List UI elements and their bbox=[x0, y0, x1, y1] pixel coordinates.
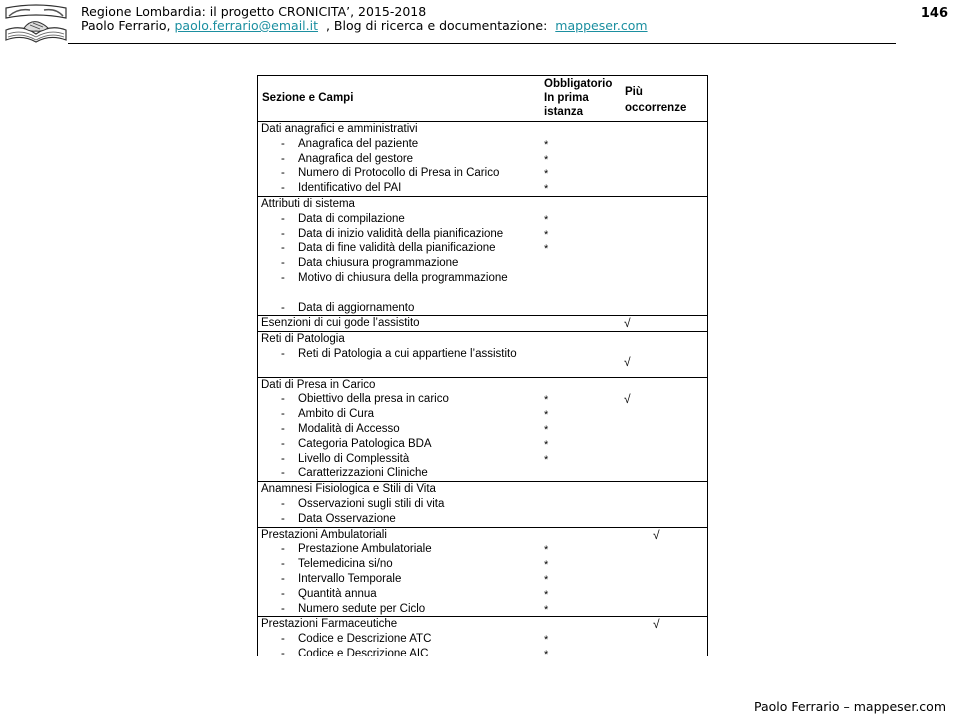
bullet-dash: - bbox=[281, 647, 285, 656]
bullet-dash: - bbox=[281, 408, 285, 421]
section-title-row bbox=[258, 528, 707, 543]
header-mandatory bbox=[544, 77, 612, 119]
section-title: Esenzioni di cui gode l’assistito bbox=[261, 317, 420, 330]
mandatory-asterisk: * bbox=[544, 183, 549, 196]
table-row bbox=[258, 512, 707, 527]
bullet-dash: - bbox=[281, 242, 285, 255]
table-row bbox=[258, 632, 707, 647]
header-divider bbox=[68, 43, 896, 44]
field-label: Data di fine validità della pianificazione bbox=[298, 242, 496, 255]
field-label: Modalità di Accesso bbox=[298, 422, 400, 435]
section-title: Prestazioni Farmaceutiche bbox=[261, 618, 398, 631]
document-title: Regione Lombardia: il progetto CRONICITA’, 2015-2018 bbox=[81, 4, 427, 19]
field-label: Data chiusura programmazione bbox=[298, 257, 459, 270]
mandatory-asterisk: * bbox=[544, 573, 549, 586]
bullet-dash: - bbox=[281, 437, 285, 450]
mandatory-asterisk: * bbox=[544, 394, 549, 407]
bullet-dash: - bbox=[281, 167, 285, 180]
table-row bbox=[258, 256, 707, 271]
header-mandatory-line: In prima bbox=[544, 92, 589, 104]
bullet-dash: - bbox=[281, 587, 285, 600]
table-row bbox=[258, 542, 707, 557]
table-row bbox=[258, 181, 707, 196]
mandatory-asterisk: * bbox=[544, 213, 549, 226]
table-row bbox=[258, 301, 707, 316]
field-label: Data di inizio validità della pianificazione bbox=[298, 227, 504, 240]
field-label: Data Osservazione bbox=[298, 512, 396, 525]
table-row bbox=[258, 587, 707, 602]
bullet-dash: - bbox=[281, 182, 285, 195]
table-row bbox=[258, 557, 707, 572]
mandatory-asterisk: * bbox=[544, 423, 549, 436]
bullet-dash: - bbox=[281, 467, 285, 480]
section-title: Prestazioni Ambulatoriali bbox=[261, 528, 387, 541]
field-label: Anagrafica del paziente bbox=[298, 137, 419, 150]
table-row bbox=[258, 241, 707, 256]
blog-label: , Blog di ricerca e documentazione: bbox=[318, 18, 556, 33]
mandatory-asterisk: * bbox=[544, 588, 549, 601]
table-section bbox=[258, 197, 707, 316]
table-row bbox=[258, 647, 707, 656]
table-row bbox=[258, 497, 707, 512]
mandatory-asterisk: * bbox=[544, 453, 549, 466]
table-row bbox=[258, 137, 707, 152]
field-label: Prestazione Ambulatoriale bbox=[298, 543, 432, 556]
section-title: Reti di Patologia bbox=[261, 333, 345, 346]
field-label: Motivo di chiusura della programmazione bbox=[298, 271, 508, 284]
table-row bbox=[258, 466, 707, 481]
table-section bbox=[258, 482, 707, 527]
field-label: Osservazioni sugli stili di vita bbox=[298, 497, 445, 510]
handshake-book-logo-icon bbox=[4, 4, 68, 44]
field-label: Categoria Patologica BDA bbox=[298, 437, 432, 450]
table-row bbox=[258, 271, 707, 301]
multiple-check-icon: √ bbox=[624, 354, 631, 369]
mandatory-asterisk: * bbox=[544, 168, 549, 181]
table-row bbox=[258, 152, 707, 167]
header-multiple bbox=[625, 84, 686, 116]
field-label: Anagrafica del gestore bbox=[298, 152, 414, 165]
table-row bbox=[258, 437, 707, 452]
bullet-dash: - bbox=[281, 271, 285, 284]
section-title-row bbox=[258, 617, 707, 632]
mandatory-asterisk: * bbox=[544, 634, 549, 647]
section-title: Anamnesi Fisiologica e Stili di Vita bbox=[261, 483, 436, 496]
bullet-dash: - bbox=[281, 602, 285, 615]
table-section bbox=[258, 617, 707, 656]
table-row bbox=[258, 347, 707, 377]
field-label: Data di aggiornamento bbox=[298, 301, 415, 314]
mandatory-asterisk: * bbox=[544, 243, 549, 256]
bullet-dash: - bbox=[281, 558, 285, 571]
bullet-dash: - bbox=[281, 393, 285, 406]
bullet-dash: - bbox=[281, 301, 285, 314]
section-title-row bbox=[258, 378, 707, 393]
bullet-dash: - bbox=[281, 152, 285, 165]
table-section bbox=[258, 122, 707, 197]
table-row bbox=[258, 212, 707, 227]
field-label: Telemedicina si/no bbox=[298, 558, 393, 571]
table-row bbox=[258, 166, 707, 181]
bullet-dash: - bbox=[281, 572, 285, 585]
email-link[interactable]: paolo.ferrario@email.it bbox=[174, 18, 319, 33]
bullet-dash: - bbox=[281, 543, 285, 556]
header-mandatory-line: istanza bbox=[544, 106, 583, 118]
multiple-check-icon: √ bbox=[653, 617, 660, 632]
mandatory-asterisk: * bbox=[544, 438, 549, 451]
header-multiple-line: Più bbox=[625, 86, 643, 98]
mandatory-asterisk: * bbox=[544, 228, 549, 241]
section-title-row bbox=[258, 122, 707, 137]
table-section bbox=[258, 378, 707, 483]
header-multiple-line: occorrenze bbox=[625, 102, 687, 114]
field-label: Reti di Patologia a cui appartiene l’assistito bbox=[298, 347, 517, 360]
bullet-dash: - bbox=[281, 452, 285, 465]
bullet-dash: - bbox=[281, 212, 285, 225]
field-label: Codice e Descrizione AIC bbox=[298, 647, 429, 656]
table-section bbox=[258, 528, 707, 618]
field-label: Obiettivo della presa in carico bbox=[298, 393, 449, 406]
table-row bbox=[258, 602, 707, 617]
table-row bbox=[258, 407, 707, 422]
blog-link[interactable]: mappeser.com bbox=[555, 18, 648, 33]
multiple-check-icon: √ bbox=[624, 392, 631, 407]
table-section bbox=[258, 332, 707, 377]
section-title-row bbox=[258, 197, 707, 212]
mandatory-asterisk: * bbox=[544, 603, 549, 616]
mandatory-asterisk: * bbox=[544, 138, 549, 151]
section-title-row bbox=[258, 482, 707, 497]
field-label: Caratterizzazioni Cliniche bbox=[298, 467, 428, 480]
table-row bbox=[258, 392, 707, 407]
bullet-dash: - bbox=[281, 422, 285, 435]
table-header bbox=[258, 76, 707, 122]
section-title: Dati di Presa in Carico bbox=[261, 378, 376, 391]
author-name: Paolo Ferrario, bbox=[81, 18, 175, 33]
section-title-row bbox=[258, 316, 707, 331]
table-row bbox=[258, 452, 707, 467]
field-label: Numero di Protocollo di Presa in Carico bbox=[298, 167, 500, 180]
bullet-dash: - bbox=[281, 347, 285, 360]
mandatory-asterisk: * bbox=[544, 409, 549, 422]
table-row bbox=[258, 227, 707, 242]
field-label: Ambito di Cura bbox=[298, 408, 375, 421]
field-label: Data di compilazione bbox=[298, 212, 405, 225]
field-label: Identificativo del PAI bbox=[298, 182, 402, 195]
page-number: 146 bbox=[920, 6, 948, 21]
section-title: Dati anagrafici e amministrativi bbox=[261, 123, 418, 135]
mandatory-asterisk: * bbox=[544, 544, 549, 557]
bullet-dash: - bbox=[281, 512, 285, 525]
bullet-dash: - bbox=[281, 227, 285, 240]
mandatory-asterisk: * bbox=[544, 153, 549, 166]
multiple-check-icon: √ bbox=[653, 527, 660, 542]
header-mandatory-line: Obbligatorio bbox=[544, 78, 613, 90]
field-label: Livello di Complessità bbox=[298, 452, 410, 465]
table-body bbox=[258, 122, 707, 656]
section-title: Attributi di sistema bbox=[261, 197, 355, 210]
header-section-fields: Sezione e Campi bbox=[262, 92, 354, 104]
multiple-check-icon: √ bbox=[624, 316, 631, 331]
field-label: Codice e Descrizione ATC bbox=[298, 633, 432, 646]
table-section bbox=[258, 316, 707, 332]
table-row bbox=[258, 422, 707, 437]
fields-table bbox=[257, 75, 708, 656]
bullet-dash: - bbox=[281, 497, 285, 510]
field-label: Numero sedute per Ciclo bbox=[298, 602, 426, 615]
field-label: Intervallo Temporale bbox=[298, 572, 402, 585]
bullet-dash: - bbox=[281, 633, 285, 646]
field-label: Quantità annua bbox=[298, 587, 377, 600]
bullet-dash: - bbox=[281, 137, 285, 150]
section-title-row bbox=[258, 332, 707, 347]
table-row bbox=[258, 572, 707, 587]
mandatory-asterisk: * bbox=[544, 648, 549, 656]
header-credits bbox=[81, 19, 648, 33]
mandatory-asterisk: * bbox=[544, 559, 549, 572]
footer-credit: Paolo Ferrario – mappeser.com bbox=[753, 699, 946, 714]
bullet-dash: - bbox=[281, 257, 285, 270]
